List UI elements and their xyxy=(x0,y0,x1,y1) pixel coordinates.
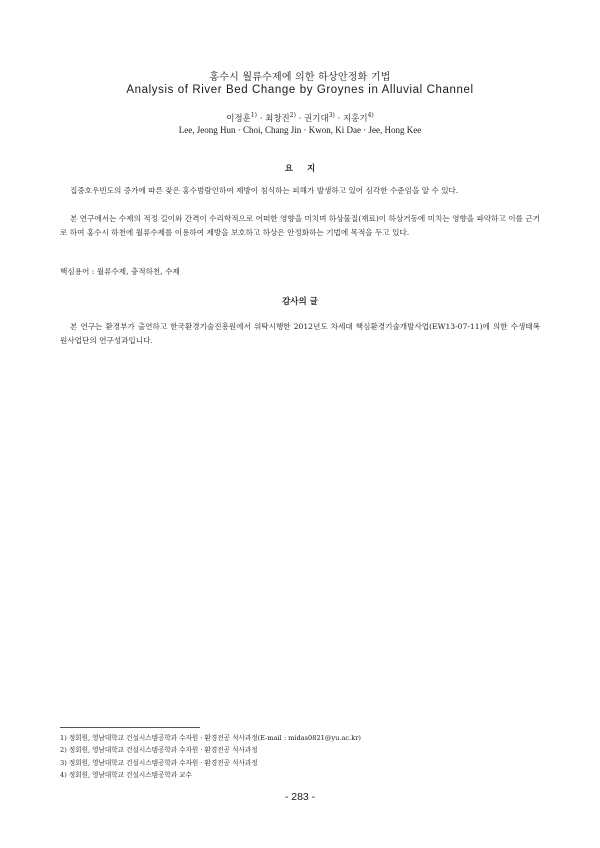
footnote: 2) 정회원, 영남대학교 건설시스템공학과 수자원 · 환경전공 석사과정 xyxy=(60,746,258,755)
author-name: 이정훈 xyxy=(226,114,251,124)
author-footnote-mark: 1) xyxy=(250,112,258,120)
author-name: 최창진 xyxy=(265,114,290,124)
footnote: 3) 정회원, 영남대학교 건설시스템공학과 수자원 · 환경전공 석사과정 xyxy=(60,758,258,767)
authors-korean xyxy=(0,112,600,124)
footnote-divider xyxy=(60,727,200,728)
footnote: 4) 정회원, 영남대학교 건설시스템공학과 교수 xyxy=(60,770,192,779)
author-separator: · xyxy=(257,114,266,124)
footnote: 1) 정회원, 영남대학교 건설시스템공학과 수자원 · 환경전공 석사과정(E-mail : midas0821@yu.ac.kr) xyxy=(60,734,361,742)
author-separator: · xyxy=(334,114,343,124)
author-footnote-mark: 3) xyxy=(328,112,335,120)
abstract-paragraph: 집중호우빈도의 증가에 따른 잦은 홍수범람인하여 제방이 침식하는 피해가 발생하고 있어 심각한 수준임을 알 수 있다. xyxy=(70,186,459,195)
author-name: 권기대 xyxy=(304,114,329,124)
author-separator: · xyxy=(295,114,305,124)
keywords: 핵심용어 : 월류수제, 충적하천, 수제 xyxy=(60,267,180,276)
author-name: 지홍기 xyxy=(342,114,368,124)
title-korean: 홍수시 월류수제에 의한 하상안정화 기법 xyxy=(209,72,391,83)
abstract-heading: 요지 xyxy=(284,164,330,174)
title-english: Analysis of River Bed Change by Groynes in Alluvial Channel xyxy=(126,84,474,96)
authors-english: Lee, Jeong Hun · Choi, Chang Jin · Kwon, Ki Dae · Jee, Hong Kee xyxy=(178,125,422,135)
acknowledgement-heading: 감사의 글 xyxy=(282,297,318,307)
author-footnote-mark: 2) xyxy=(289,112,296,120)
page-number: - 283 - xyxy=(284,791,316,803)
acknowledgement-text: 본 연구는 환경부가 출연하고 한국환경기술진흥원에서 위탁시행한 2012년도 차세대 핵심환경기술개발사업(EW13-07-11)에 의한 수생태복원사업단의 연구성과입니다. xyxy=(60,322,540,345)
abstract-paragraph: 본 연구에서는 수제의 적정 길이와 간격이 수리학적으로 어떠한 영향을 미치며 하상물질(재료)이 하상거동에 미치는 영향을 파악하고 이를 근거로 하여 홍수시 하천에 월류수제를 이용하여 제방을 보호하고 하상은 안정화하는 기법에 목적을 두고 있다. xyxy=(60,214,541,237)
footnotes xyxy=(60,732,540,781)
author-footnote-mark: 4) xyxy=(367,112,374,120)
